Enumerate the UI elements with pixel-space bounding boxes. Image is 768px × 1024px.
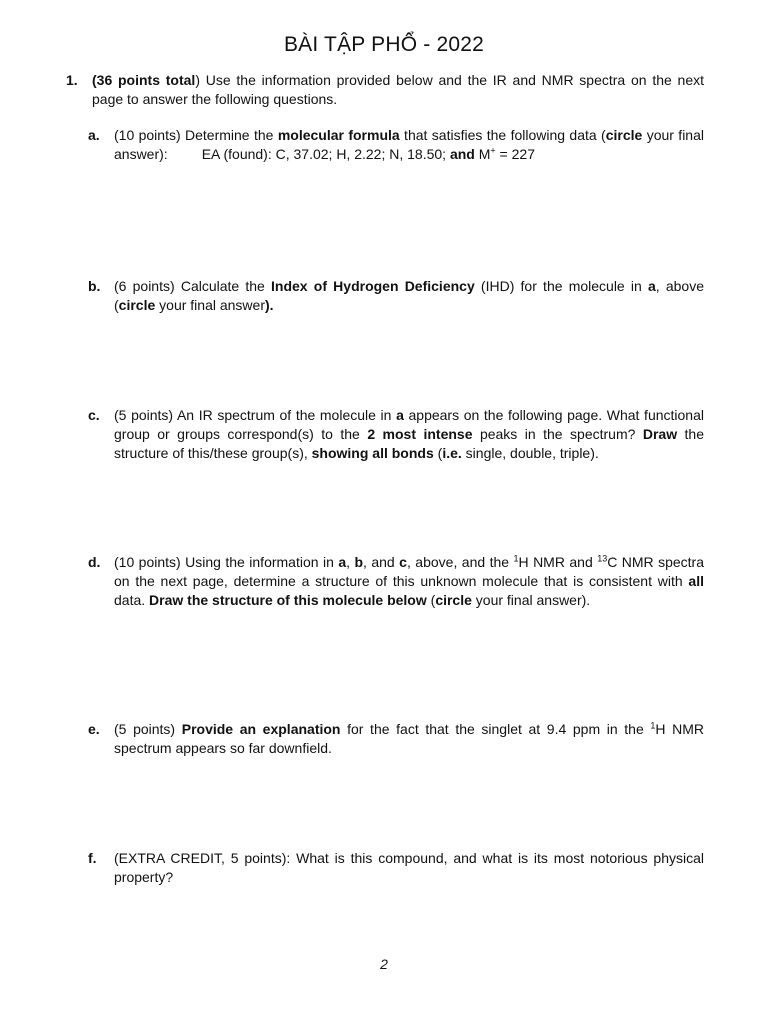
part-a-label: a. bbox=[88, 127, 100, 143]
part-a-text: (10 points) Determine the molecular formula that satisfies the following data (circle your final answer): EA (found): C, 37.02; H, 2.22; N, 18.50; and M+ = 227 bbox=[114, 127, 704, 162]
part-e bbox=[88, 720, 704, 758]
part-e-label: e. bbox=[88, 721, 100, 737]
part-e-text: (5 points) Provide an explanation for the fact that the singlet at 9.4 ppm in the $^1$H NMR spectrum appears so far downfield. bbox=[114, 720, 704, 756]
part-d-label: d. bbox=[88, 554, 101, 570]
question-points-close: ) bbox=[195, 72, 200, 88]
part-d bbox=[88, 553, 705, 610]
page-title: BÀI TẬP PHỔ - 2022 bbox=[283, 33, 485, 56]
part-b bbox=[88, 277, 704, 315]
part-d-text: (10 points) Using the information in a, b, and c, above, and the $^1$H NMR and $^{13}$C NMR spectra on the next page, determine a structure of this unknown molecule that is consistent with all data. Draw the structure of this molecule below (circle your final answer). bbox=[114, 553, 705, 608]
question-points: (36 points total bbox=[92, 72, 196, 88]
question-number: 1. bbox=[66, 72, 78, 88]
part-a bbox=[88, 126, 704, 164]
part-f-label: f. bbox=[88, 850, 97, 866]
part-b-text: (6 points) Calculate the Index of Hydrogen Deficiency (IHD) for the molecule in a, above (circle your final answer). bbox=[114, 278, 704, 313]
part-c bbox=[88, 406, 704, 463]
question-intro bbox=[92, 71, 704, 109]
part-c-text: (5 points) An IR spectrum of the molecule in a appears on the following page. What functional group or groups correspond(s) to the 2 most intense peaks in the spectrum? Draw the structure of this/these group(s), showing all bonds (i.e. single, double, triple). bbox=[114, 407, 704, 461]
part-b-label: b. bbox=[88, 278, 101, 294]
page-number: 2 bbox=[380, 956, 388, 972]
part-c-label: c. bbox=[88, 407, 100, 423]
part-f bbox=[88, 849, 704, 887]
part-f-text: (EXTRA CREDIT, 5 points): What is this compound, and what is its most notorious physical property? bbox=[114, 850, 704, 885]
question-intro-text: Use the information provided below and the IR and NMR spectra on the next page to answer the following questions. bbox=[92, 72, 704, 107]
